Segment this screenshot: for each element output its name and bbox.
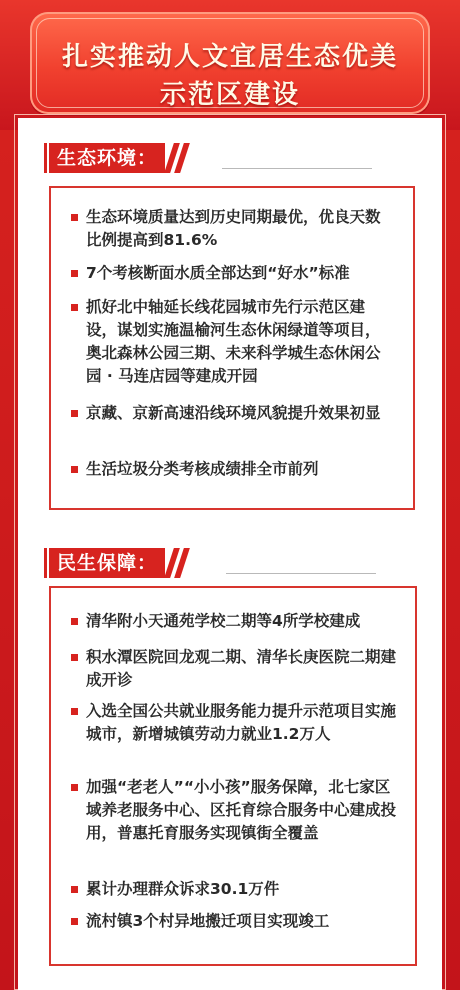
bullet-icon	[71, 270, 78, 277]
list-item	[71, 646, 397, 692]
title-banner	[30, 12, 430, 114]
bullet-icon	[71, 918, 78, 925]
section-tag-livelihood	[49, 548, 185, 578]
list-item-text: 7个考核断面水质全部达到“好水”标准	[86, 264, 350, 282]
list-item	[71, 458, 395, 481]
title-line-2: 示范区建设	[159, 80, 300, 110]
list-item-text: 累计办理群众诉求30.1万件	[86, 880, 280, 898]
list-item-text: 抓好北中轴延长线花园城市先行示范区建设，谋划实施温榆河生态休闲绿道等项目，奥北森林公园三期、未来科学城生态休闲公园 · 马连店园等建成开园	[86, 298, 381, 385]
list-item-text: 清华附小天通苑学校二期等4所学校建成	[86, 612, 361, 630]
list-item-text: 生活垃圾分类考核成绩排全市前列	[86, 460, 319, 478]
list-item-text: 生态环境质量达到历史同期最优，优良天数比例提高到81.6%	[86, 208, 381, 249]
section-tag-ecology	[49, 143, 185, 173]
list-item	[71, 878, 397, 901]
list-item	[71, 206, 395, 252]
list-item	[71, 700, 397, 746]
list-item-text: 京藏、京新高速沿线环境风貌提升效果初显	[86, 404, 381, 422]
title-line-1: 扎实推动人文宜居生态优美	[61, 42, 398, 72]
list-item	[71, 776, 397, 845]
section-rule	[222, 168, 372, 169]
list-item-text: 积水潭医院回龙观二期、清华长庚医院二期建成开诊	[86, 648, 397, 689]
list-item	[71, 262, 395, 285]
bullet-icon	[71, 708, 78, 715]
bullet-icon	[71, 410, 78, 417]
bullet-icon	[71, 654, 78, 661]
list-item	[71, 402, 395, 425]
ecology-list-box	[49, 186, 415, 510]
list-item-text: 加强“老老人”“小小孩”服务保障，北七家区域养老服务中心、区托育综合服务中心建成投用，普惠托育服务实现镇街全覆盖	[86, 778, 397, 842]
bullet-icon	[71, 214, 78, 221]
bullet-icon	[71, 618, 78, 625]
livelihood-list-box	[49, 586, 417, 966]
section-label-livelihood: 民生保障：	[49, 548, 165, 578]
bullet-icon	[71, 304, 78, 311]
list-item	[71, 910, 397, 933]
bullet-icon	[71, 466, 78, 473]
list-item-text: 流村镇3个村异地搬迁项目实现竣工	[86, 912, 330, 930]
list-item	[71, 610, 397, 633]
list-item-text: 入选全国公共就业服务能力提升示范项目实施城市，新增城镇劳动力就业1.2万人	[86, 702, 397, 743]
list-item	[71, 296, 395, 388]
section-rule	[226, 573, 376, 574]
section-label-ecology: 生态环境：	[49, 143, 165, 173]
bullet-icon	[71, 886, 78, 893]
bullet-icon	[71, 784, 78, 791]
